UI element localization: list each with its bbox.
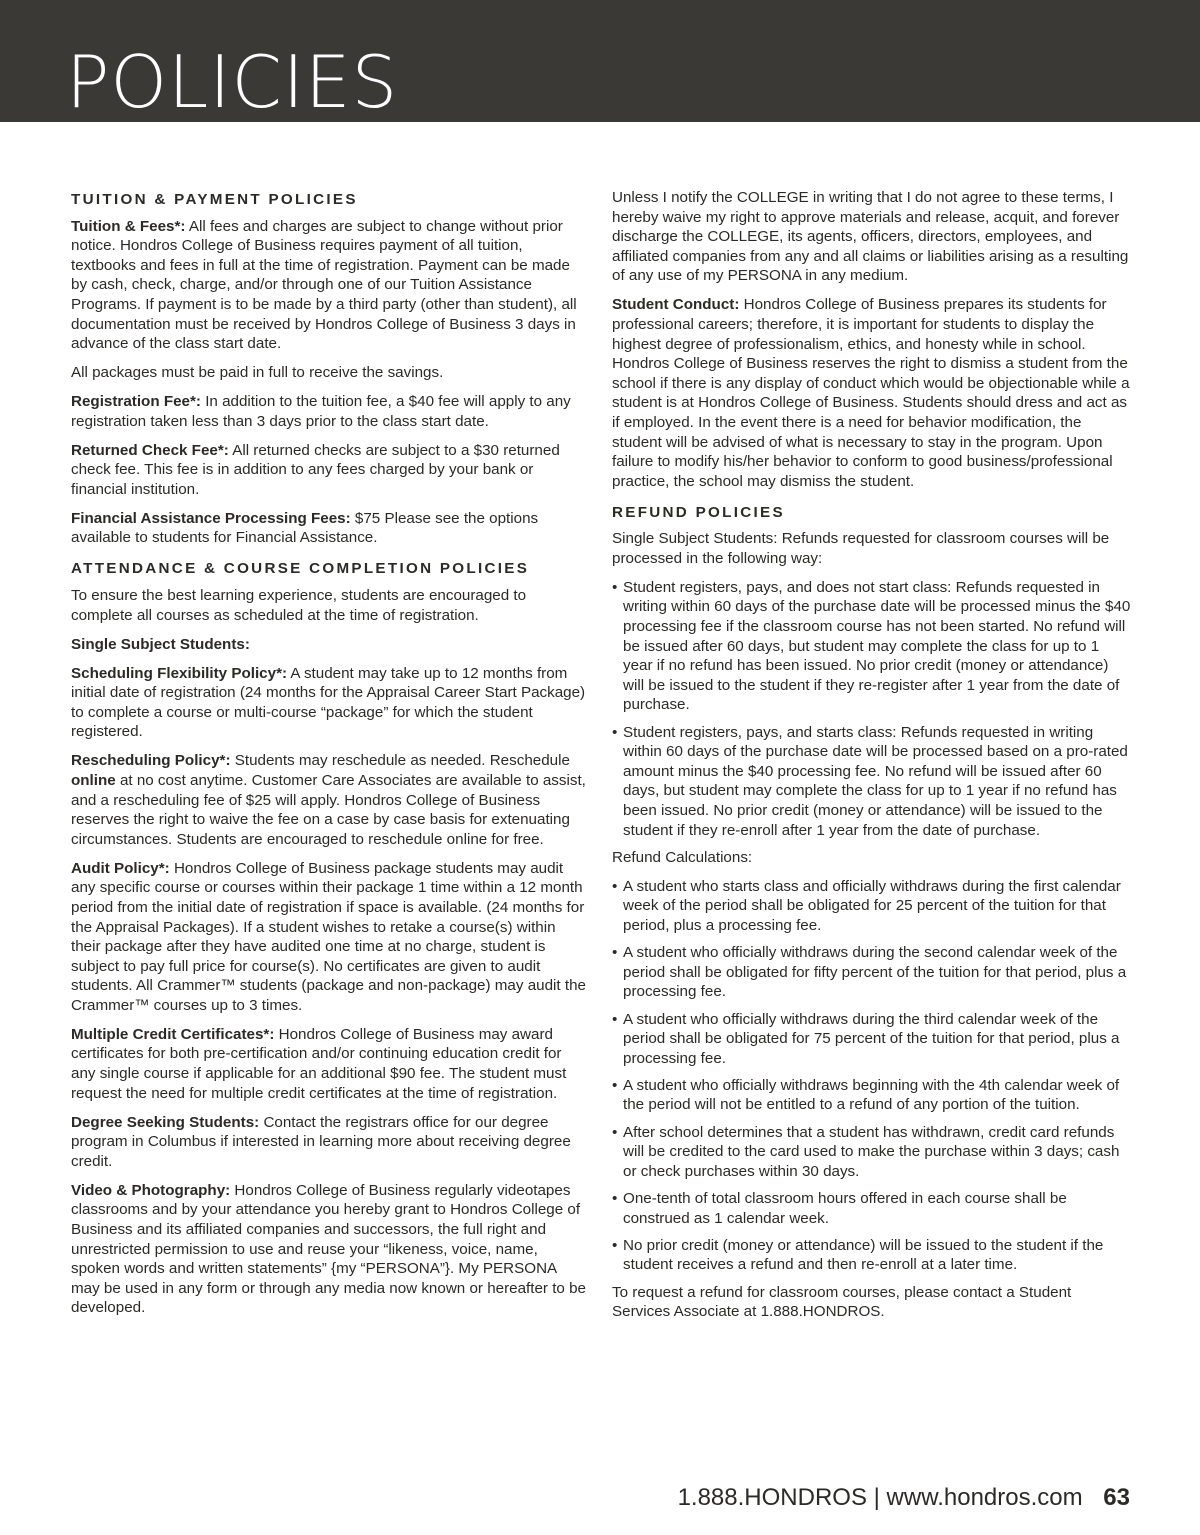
refund-calc-bullet: • A student who officially withdraws during the third calendar week of the period shall be obligated for 75 percent of the tuition for that period, plus a processing fee. (612, 1010, 1132, 1069)
financial-assistance-paragraph (71, 509, 589, 548)
title-banner (0, 0, 1200, 122)
registration-fee-paragraph (71, 392, 589, 431)
rescheduling-text-b: at no cost anytime. Customer Care Associates are available to assist, and a rescheduling fee of $25 will apply. Hondros College of Business reserves the right to waive the fee on a case by case basis for extenuating circumstances. Students are encouraged to reschedule online for free. (71, 771, 586, 848)
returned-check-text: All returned checks are subject to a $30 returned check fee. This fee is in addition to any fees charged by your bank or financial institution. (71, 441, 560, 498)
degree-seeking-paragraph (71, 1113, 589, 1172)
refund-intro: Single Subject Students: Refunds requested for classroom courses will be processed in the following way: (612, 530, 1110, 567)
rescheduling-online: online (71, 771, 116, 789)
footer-website[interactable]: www.hondros.com (886, 1484, 1083, 1511)
rescheduling-text-a: Students may reschedule as needed. Reschedule (230, 752, 570, 770)
multiple-credit-paragraph (71, 1025, 589, 1103)
rescheduling-label: Rescheduling Policy*: (71, 752, 231, 770)
student-conduct-text: Hondros College of Business prepares its students for professional careers; therefore, it is important for students to display the highest degree of professionalism, ethics, and honesty while in school. Hondros College of Business reserves the right to dismiss a student from the school if there is any display of conduct which would be objectionable while a student is at Hondros College of Business. Students should dress and act as if employed. In the event there is a need for behavior modification, the student will be advised of what is necessary to stay in the program. Upon failure to modify his/her behavior to conform to good business/professional practice, the school may dismiss the student. (612, 296, 1130, 490)
refund-calculations-label: Refund Calculations: (612, 848, 753, 866)
degree-seeking-text: Contact the registrars office for our degree program in Columbus if interested in learning more about receiving degree credit. (71, 1113, 571, 1170)
scheduling-text: A student may take up to 12 months from initial date of registration (24 months for the Appraisal Career Start Package) to complete a course or multi-course “package” for which the student registered. (71, 664, 586, 741)
footer-phone[interactable]: 1.888.HONDROS (677, 1484, 867, 1511)
audit-text: Hondros College of Business package students may audit any specific course or courses within their package 1 time within a 12 month period from the initial date of registration if space is available. (24 months for the Appraisal Packages). If a student wishes to retake a course(s) within their package after they have audited one time at no charge, student is subject to pay full price for course(s). No certificates are given to audit students. All Crammer™ students (package and non-package) may audit the Crammer™ courses up to 3 times. (71, 859, 586, 1014)
footer-separator: | (873, 1484, 880, 1511)
degree-seeking-label: Degree Seeking Students: (71, 1113, 260, 1131)
waiver-paragraph: Unless I notify the COLLEGE in writing that I do not agree to these terms, I hereby waive my right to approve materials and release, acquit, and forever discharge the COLLEGE, its agents, officers, directors, employees, and affiliated companies from any and all claims or liabilities arising as a resulting of any use of my PERSONA in any medium. (612, 189, 1129, 285)
multiple-credit-text: Hondros College of Business may award certificates for both pre-certification and/or continuing education credit for any single course if applicable for an additional $90 fee. The student must request the need for multiple credit certificates at the time of registration. (71, 1025, 567, 1102)
refund-calc-bullet: • After school determines that a student has withdrawn, credit card refunds will be credited to the card used to make the purchase within 3 days; cash or check purchases within 30 days. (612, 1123, 1132, 1182)
financial-assistance-label: Financial Assistance Processing Fees: (71, 509, 351, 527)
rescheduling-paragraph (71, 751, 589, 849)
audit-paragraph (71, 859, 589, 1016)
page-footer (678, 1482, 1130, 1514)
returned-check-label: Returned Check Fee*: (71, 441, 229, 459)
single-subject-label: Single Subject Students: (71, 635, 250, 653)
packages-paragraph: All packages must be paid in full to receive the savings. (71, 364, 444, 382)
refund-calc-bullet: • A student who starts class and officially withdraws during the first calendar week of the period shall be obligated for 25 percent of the tuition for that period, plus a processing fee. (612, 877, 1132, 936)
financial-assistance-text: $75 Please see the options available to students for Financial Assistance. (71, 509, 539, 547)
right-column (612, 188, 1132, 1331)
section-heading-tuition: TUITION & PAYMENT POLICIES (71, 191, 358, 208)
attendance-intro: To ensure the best learning experience, students are encouraged to complete all courses as scheduled at the time of registration. (71, 587, 527, 624)
scheduling-paragraph (71, 664, 589, 742)
tuition-fees-paragraph (71, 217, 589, 354)
scheduling-label: Scheduling Flexibility Policy*: (71, 664, 288, 682)
audit-label: Audit Policy*: (71, 859, 170, 877)
returned-check-paragraph (71, 441, 589, 500)
page-number: 63 (1103, 1484, 1130, 1511)
student-conduct-paragraph (612, 295, 1132, 491)
refund-calc-bullet: • A student who officially withdraws during the second calendar week of the period shall be obligated for fifty percent of the tuition for that period, plus a processing fee. (612, 943, 1132, 1002)
multiple-credit-label: Multiple Credit Certificates*: (71, 1025, 275, 1043)
refund-bullet: • Student registers, pays, and does not start class: Refunds requested in writing within 60 days of the purchase date will be processed minus the $40 processing fee if the classroom course has not been started. No refund will be issued after 60 days, but student may complete the class for up to 1 year if no refund has been issued. No prior credit (money or attendance) will be issued to the student if they re-register after 1 year from the date of purchase. (612, 578, 1132, 715)
refund-contact: To request a refund for classroom courses, please contact a Student Services Associate at 1.888.HONDROS. (612, 1283, 1072, 1321)
video-photography-text: Hondros College of Business regularly videotapes classrooms and by your attendance you hereby grant to Hondros College of Business and its affiliated companies and successors, the full right and unrestricted permission to use and reuse your “likeness, voice, name, spoken words and written statements” {my “PERSONA”}. My PERSONA may be used in any form or through any media now known or hereafter to be developed. (71, 1181, 586, 1317)
refund-calc-bullet: • A student who officially withdraws beginning with the 4th calendar week of the period will not be entitled to a refund of any portion of the tuition. (612, 1076, 1132, 1115)
video-photography-label: Video & Photography: (71, 1181, 231, 1199)
student-conduct-label: Student Conduct: (612, 296, 740, 314)
page-title: POLICIES (66, 40, 399, 124)
tuition-fees-label: Tuition & Fees*: (71, 217, 186, 235)
refund-calc-bullet: • One-tenth of total classroom hours offered in each course shall be construed as 1 calendar week. (612, 1189, 1132, 1228)
section-heading-attendance: ATTENDANCE & COURSE COMPLETION POLICIES (71, 560, 530, 578)
registration-fee-text: In addition to the tuition fee, a $40 fee will apply to any registration taken less than 3 days prior to the class start date. (71, 393, 571, 430)
section-heading-refund: REFUND POLICIES (612, 503, 785, 521)
registration-fee-label: Registration Fee*: (71, 393, 201, 411)
refund-bullet: • Student registers, pays, and starts class: Refunds requested in writing within 60 days of the purchase date will be processed based on a pro-rated amount minus the $40 processing fee. No refund will be issued after 60 days, but student may complete the class for up to 1 year if no refund has been issued. No prior credit (money or attendance) will be issued to the student if they re-enroll after 1 year from the date of purchase. (612, 723, 1132, 841)
left-column (71, 188, 589, 1327)
refund-calc-bullet: • No prior credit (money or attendance) will be issued to the student if the student receives a refund and then re-enroll at a later time. (612, 1236, 1132, 1275)
video-photography-paragraph (71, 1181, 589, 1318)
tuition-fees-text: All fees and charges are subject to change without prior notice. Hondros College of Business requires payment of all tuition, textbooks and fees in full at the time of registration. Payment can be made by cash, check, charge, and/or through one of our Tuition Assistance Programs. If payment is to be made by a third party (other than student), all documentation must be received by Hondros College of Business 3 days in advance of the class start date. (71, 217, 577, 353)
